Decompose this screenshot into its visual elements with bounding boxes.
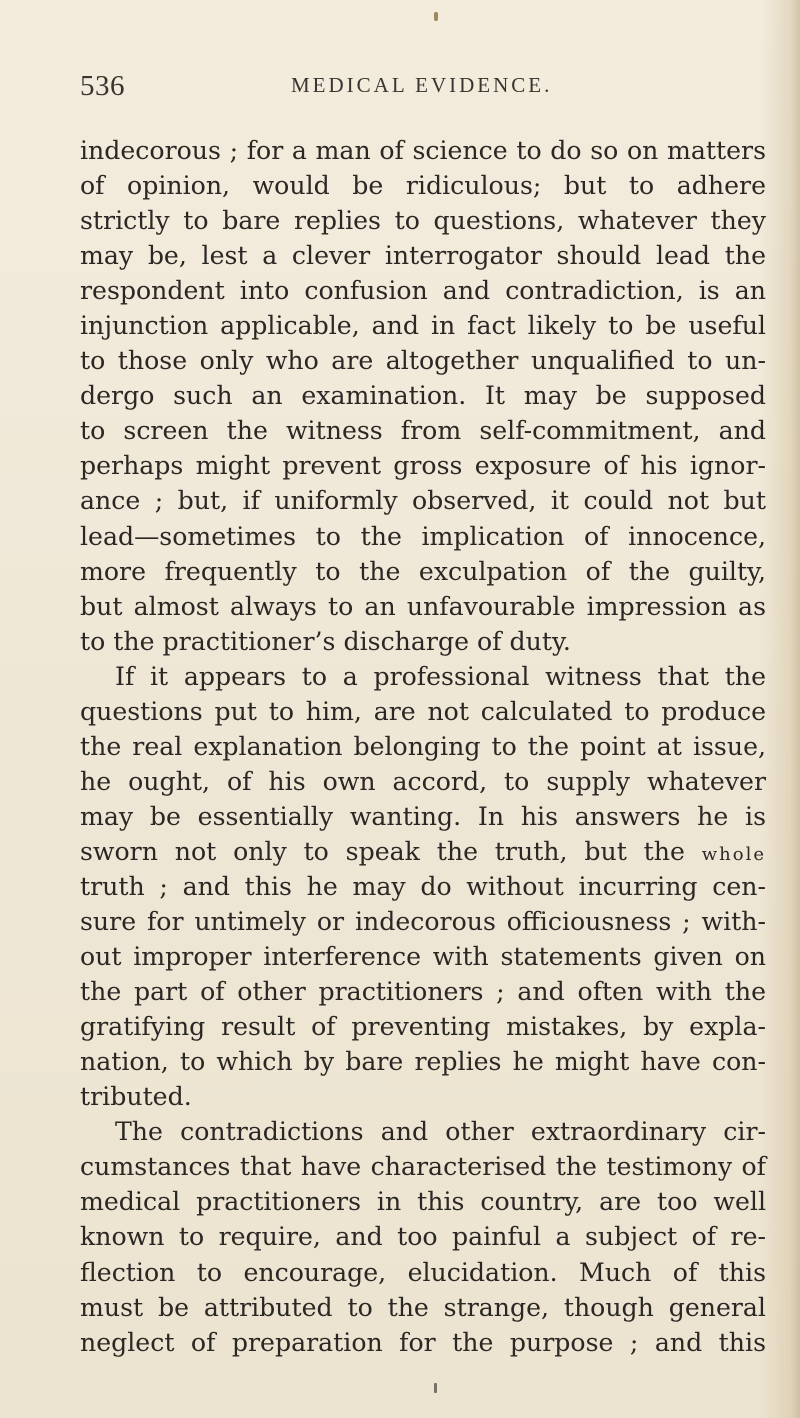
text-line: respondent into confusion and contradiction, is an [80,276,766,306]
running-head: MEDICAL EVIDENCE. [291,73,553,97]
text-line: medical practitioners in this country, are too well [80,1187,766,1217]
text-line: lead—sometimes to the implication of innocence, [80,521,766,551]
text-line: strictly to bare replies to questions, whatever they [80,206,766,236]
text-line: of opinion, would be ridiculous; but to adhere [80,171,766,201]
page-number: 536 [80,70,125,102]
body-text [80,133,766,1360]
page-header [80,70,770,110]
text-line: out improper interference with statements given on [80,942,766,972]
text-line: cumstances that have characterised the testimony of [80,1152,766,1182]
text-line: more frequently to the exculpation of the guilty, [80,556,766,586]
text-line: sure for untimely or indecorous officiousness ; with- [80,907,766,937]
text-line: may be, lest a clever interrogator should lead the [80,241,766,271]
text-line: must be attributed to the strange, though general [80,1292,766,1322]
text-line: injunction applicable, and in fact likely to be useful [80,311,766,341]
text-line: the part of other practitioners ; and often with the [80,977,766,1007]
text-line: ance ; but, if uniformly observed, it could not but [80,486,766,516]
text-line: to those only who are altogether unqualified to un- [80,346,766,376]
text-line: tributed. [80,1082,192,1112]
text-line: known to require, and too painful a subject of re- [80,1222,766,1252]
text-line: may be essentially wanting. In his answers he is [80,801,766,831]
ink-mark [434,1383,437,1393]
text-line: neglect of preparation for the purpose ; and this [80,1327,766,1357]
text-line: indecorous ; for a man of science to do so on matters [80,136,766,165]
text-line: questions put to him, are not calculated to produce [80,696,766,726]
text-line: to screen the witness from self-commitment, and [80,416,766,446]
text-line: the real explanation belonging to the point at issue, [80,731,766,761]
text-line: but almost always to an unfavourable impression as [80,591,766,621]
text-line: to the practitioner’s discharge of duty. [80,626,571,656]
text-line: flection to encourage, elucidation. Much of this [80,1257,766,1287]
text-line: The contradictions and other extraordinary cir- [115,1117,766,1147]
ink-mark [434,12,438,21]
text-line: truth ; and this he may do without incurring cen- [80,871,766,901]
text-line: gratifying result of preventing mistakes, by expla- [80,1012,766,1042]
text-line-with-smallcaps [80,834,766,869]
text-line: nation, to which by bare replies he might have con- [80,1047,766,1077]
text-run: sworn not only to speak the truth, but the [80,836,685,866]
text-line: dergo such an examination. It may be supposed [80,381,766,411]
smallcaps-word: whole [701,843,766,865]
text-line: If it appears to a professional witness that the [115,661,766,691]
text-line: perhaps might prevent gross exposure of his ignor- [80,451,766,481]
text-line: he ought, of his own accord, to supply whatever [80,766,766,796]
